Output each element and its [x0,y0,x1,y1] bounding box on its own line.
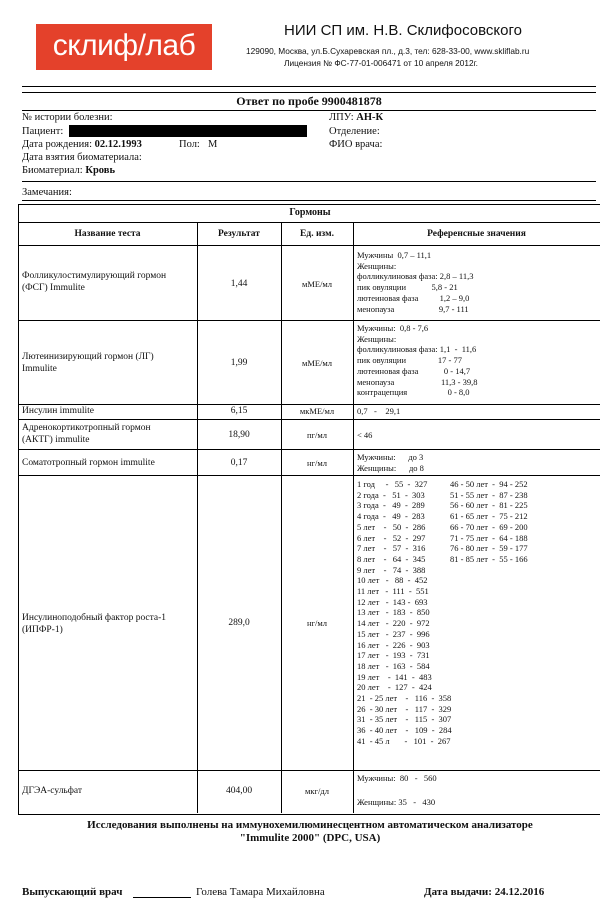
divider [22,92,596,93]
reference-line: Женщины: [357,260,397,271]
divider [22,200,596,201]
test-name: (ФСГ) Immulite [22,283,85,293]
issue-date-label: Дата выдачи: [424,886,492,898]
reference-line: Мужчины 0,7 – 11,1 [357,250,432,260]
test-name: Лютеинизирующий гормон (ЛГ) [22,352,154,362]
dob-value: 02.12.1993 [94,139,142,150]
reference-line: Мужчины: 80 - 560 [357,773,437,783]
reference-line: 36 - 40 лет - 109 - 284 [357,725,452,736]
reference-line: < 46 [357,430,373,440]
reference-line: 13 лет - 183 - 850 [357,607,430,618]
sample-date-label: Дата взятия биоматериала: [22,152,142,163]
analyzer-note: "Immulite 2000" (DPC, USA) [239,832,381,844]
reference-line: 8 лет - 64 - 345 [357,553,426,564]
issue-date: 24.12.2016 [494,886,545,898]
reference-line: 12 лет - 143 - 693 [357,596,428,607]
reference-line: 10 лет - 88 - 452 [357,575,428,586]
table-col-line [197,222,198,813]
header-unit: Ед. изм. [300,229,334,239]
divider [22,181,596,182]
test-name: (АКТГ) immulite [22,435,90,445]
biomaterial-value: Кровь [85,165,115,176]
reference-line: фолликулиновая фаза: 2,8 – 11,3 [357,271,474,282]
reference-line: лютеиновая фаза 0 - 14,7 [357,365,471,376]
patient-name-redaction [69,125,307,137]
reference-values [357,452,424,473]
reference-line: менопауза 9,7 - 111 [357,303,469,314]
test-result: 6,15 [230,406,248,416]
department-label: Отделение: [329,126,380,137]
test-unit: нг/мл [306,458,328,468]
reference-line: 0,7 - 29,1 [357,406,401,416]
divider [22,110,596,111]
reference-line: 16 лет - 226 - 903 [357,639,430,650]
test-unit: пг/мл [306,430,328,440]
reference-line: Мужчины: 0,8 - 7,6 [357,323,429,333]
test-unit: мМЕ/мл [301,279,333,289]
reference-line: 61 - 65 лет - 75 - 212 [450,511,528,522]
dob-label: Дата рождения: [22,139,93,150]
test-result: 18,90 [228,430,250,440]
test-result: 0,17 [230,458,248,468]
test-unit: нг/мл [306,618,328,628]
reference-line: лютеиновая фаза 1,2 – 9,0 [357,292,470,303]
history-label: № истории болезни: [22,112,113,123]
reference-line: 41 - 45 л - 101 - 267 [357,735,451,746]
reference-line: пик овуляции 17 - 77 [357,355,462,366]
reference-line: 76 - 80 лет - 59 - 177 [450,543,528,554]
header-reference: Референсные значения [427,229,526,239]
patient-label: Пациент: [22,126,64,137]
test-result: 289,0 [228,618,250,628]
reference-line: 20 лет - 127 - 424 [357,682,432,693]
signature-line [133,897,191,898]
reference-line: менопауза 11,3 - 39,8 [357,376,478,387]
test-unit: мкг/дл [305,786,329,796]
table-row [22,422,151,446]
test-unit: мкМЕ/мл [299,406,335,416]
reference-line: 1 год - 55 - 327 [357,479,428,489]
table-line [18,245,600,246]
table-line [18,222,600,223]
test-name: Инсулиноподобный фактор роста-1 [22,613,167,623]
test-name: (ИПФР-1) [22,625,63,635]
reference-line: 17 лет - 193 - 731 [357,650,430,661]
reference-line: 6 лет - 52 - 297 [357,532,426,543]
reference-line: 31 - 35 лет - 115 - 307 [357,714,452,725]
doctor-label: ФИО врача: [329,139,383,150]
sex-value: М [208,139,218,150]
reference-line: 7 лет - 57 - 316 [357,543,426,554]
reference-line: фолликулиновая фаза: 1,1 - 11,6 [357,344,477,355]
reference-values [357,323,478,398]
test-name: ДГЭА-сульфат [22,786,83,796]
test-unit: мМЕ/мл [301,358,333,368]
test-result: 1,44 [230,279,248,289]
reference-line: Женщины: 35 - 430 [357,797,436,807]
table-line [18,404,600,405]
table-line [18,449,600,450]
test-result: 404,00 [225,786,253,796]
lpu-label: ЛПУ: [329,112,354,123]
reference-values-right [450,479,528,565]
table-row [22,351,154,375]
reference-line: 15 лет - 237 - 996 [357,628,430,639]
reference-values-left [357,479,452,747]
table-line [18,475,600,476]
test-result: 1,99 [230,358,248,368]
table-line [18,419,600,420]
lpu-value: АН-К [356,112,384,123]
table-row [22,612,166,636]
reference-line: 18 лет - 163 - 584 [357,660,430,671]
reference-line: 51 - 55 лет - 87 - 238 [450,489,528,500]
reference-line: 2 года - 51 - 303 [357,489,425,500]
reference-line: Женщины: до 8 [357,462,424,473]
reference-line: 56 - 60 лет - 81 - 225 [450,500,528,511]
table-row [22,270,166,294]
table-col-line [353,222,354,813]
reference-line: 21 - 25 лет - 116 - 358 [357,693,452,704]
doctor-name: Голева Тамара Михайловна [196,886,325,898]
reference-line: контрацепция 0 - 8,0 [357,387,470,398]
reference-line: 26 - 30 лет - 117 - 329 [357,703,452,714]
table-section-title: Гормоны [289,207,331,218]
reference-line: 46 - 50 лет - 94 - 252 [450,479,528,489]
biomaterial-label: Биоматериал: [22,165,83,176]
reference-line: 9 лет - 74 - 388 [357,564,426,575]
table-line [18,770,600,771]
sex-label: Пол: [179,139,200,150]
lab-license: Лицензия № ФС-77-01-006471 от 10 апреля 2012г. [284,58,478,68]
lab-logo: склиф/лаб [36,24,212,70]
lab-address: 129090, Москва, ул.Б.Сухаревская пл., д.3, тел: 628-33-00, www.skliflab.ru [246,46,530,56]
test-name: Immulite [22,364,57,374]
doctor-signature-label: Выпускающий врач [22,886,123,898]
institute-name: НИИ СП им. Н.В. Склифосовского [284,22,522,39]
reference-line: Мужчины: до 3 [357,452,424,462]
header-result: Результат [218,229,260,239]
remarks-label: Замечания: [22,187,72,198]
reference-line: пик овуляции 5,8 - 21 [357,282,458,293]
table-line [18,320,600,321]
reference-line: 14 лет - 220 - 972 [357,618,430,629]
test-name: Адренокортикотропный гормон [22,423,151,433]
divider [22,86,596,87]
table-col-line [281,222,282,813]
test-name: Фолликулостимулирующий гормон [22,271,167,281]
reference-line: 71 - 75 лет - 64 - 188 [450,532,528,543]
reference-line: 3 года - 49 - 289 [357,500,425,511]
reference-line: 81 - 85 лет - 55 - 166 [450,553,528,564]
header-test-name: Название теста [74,229,141,239]
reference-line: Женщины: [357,333,397,344]
reference-line: 11 лет - 111 - 551 [357,586,429,597]
report-title: Ответ по пробе 9900481878 [236,94,382,108]
reference-line: 19 лет - 141 - 483 [357,671,432,682]
analyzer-note: Исследования выполнены на иммунохемилюминесцентном автоматическом анализаторе [87,819,533,831]
reference-line: 5 лет - 50 - 286 [357,521,426,532]
reference-values [357,250,473,314]
reference-line: 4 года - 49 - 283 [357,511,425,522]
test-name: Инсулин immulite [22,406,94,416]
reference-line: 66 - 70 лет - 69 - 200 [450,521,528,532]
test-name: Соматотропный гормон immulite [22,458,155,468]
